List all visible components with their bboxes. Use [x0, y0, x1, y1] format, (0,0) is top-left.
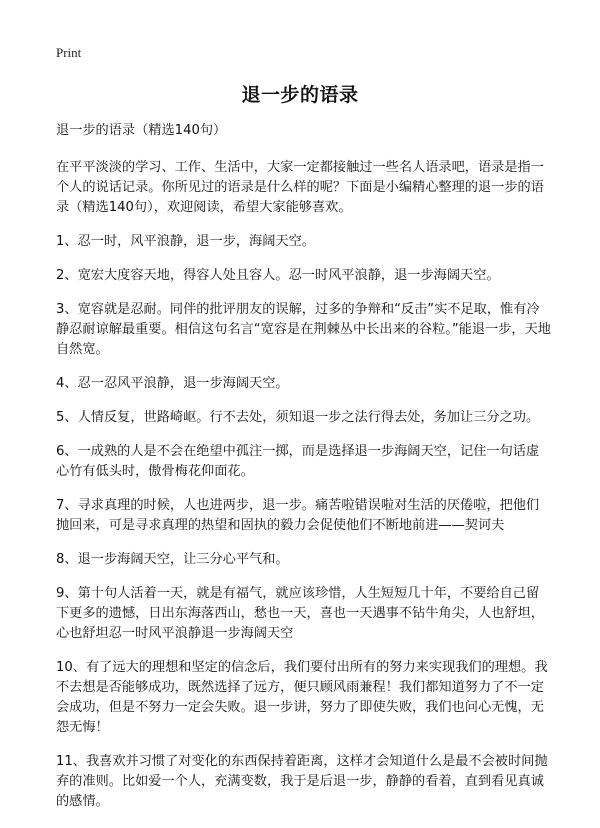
page-title: 退一步的语录: [241, 84, 359, 106]
list-item: 7、寻求真理的时候，人也进两步，退一步。痛苦啦错误啦对生活的厌倦啦，把他们抛回来，可是寻求真理的热望和固执的毅力会促使他们不断地前进——契诃夫: [56, 498, 540, 533]
article-body: [56, 121, 552, 826]
list-item: 2、宽宏大度容天地，得容人处且容人。忍一时风平浪静，退一步海阔天空。: [56, 268, 500, 283]
print-link[interactable]: Print: [56, 45, 82, 60]
article-intro: 在平平淡淡的学习、工作、生活中，大家一定都接触过一些名人语录吧，语录是指一个人的说话记录。你所见过的语录是什么样的呢？下面是小编精心整理的退一步的语录（精选140句），欢迎阅读，希望大家能够喜欢。: [56, 160, 544, 215]
list-item: 10、有了远大的理想和坚定的信念后，我们要付出所有的努力来实现我们的理想。我不去想是否能够成功，既然选择了远方，便只顾风雨兼程！我们都知道努力了不一定会成功，但是不努力一定会失败。退一步讲，努力了即使失败，我们也问心无愧，无怨无悔！: [56, 660, 548, 735]
list-item: 9、第十句人活着一天，就是有福气，就应该珍惜，人生短短几十年，不要给自己留下更多的遗憾，日出东海落西山，愁也一天，喜也一天遇事不钻牛角尖，人也舒坦，心也舒坦忍一时风平浪静退一步海阔天空: [56, 586, 544, 641]
list-item: 4、忍一忍风平浪静，退一步海阔天空。: [56, 376, 289, 391]
article-subtitle: 退一步的语录（精选140句）: [56, 123, 227, 138]
list-item: 6、一成熟的人是不会在绝望中孤注一掷，而是选择退一步海阔天空，记住一句话虚心竹有低头时，傲骨梅花仰面花。: [56, 444, 540, 479]
list-item: 8、退一步海阔天空，让三分心平气和。: [56, 552, 289, 567]
list-item: 3、宽容就是忍耐。同伴的批评朋友的误解，过多的争辩和“反击”实不足取，惟有冷静忍耐谅解最重要。相信这句名言“宽容是在荆棘丛中长出来的谷粒。”能退一步，天地自然宽。: [56, 302, 551, 357]
list-item: 5、人情反复，世路崎岖。行不去处，须知退一步之法行得去处，务加让三分之功。: [56, 410, 540, 425]
list-item: 1、忍一时，风平浪静，退一步，海阔天空。: [56, 234, 315, 249]
list-item: 11、我喜欢并习惯了对变化的东西保持着距离，这样才会知道什么是最不会被时间抛弃的准则。比如爱一个人，充满变数，我于是后退一步，静静的看着，直到看见真诚的感情。: [56, 754, 548, 809]
